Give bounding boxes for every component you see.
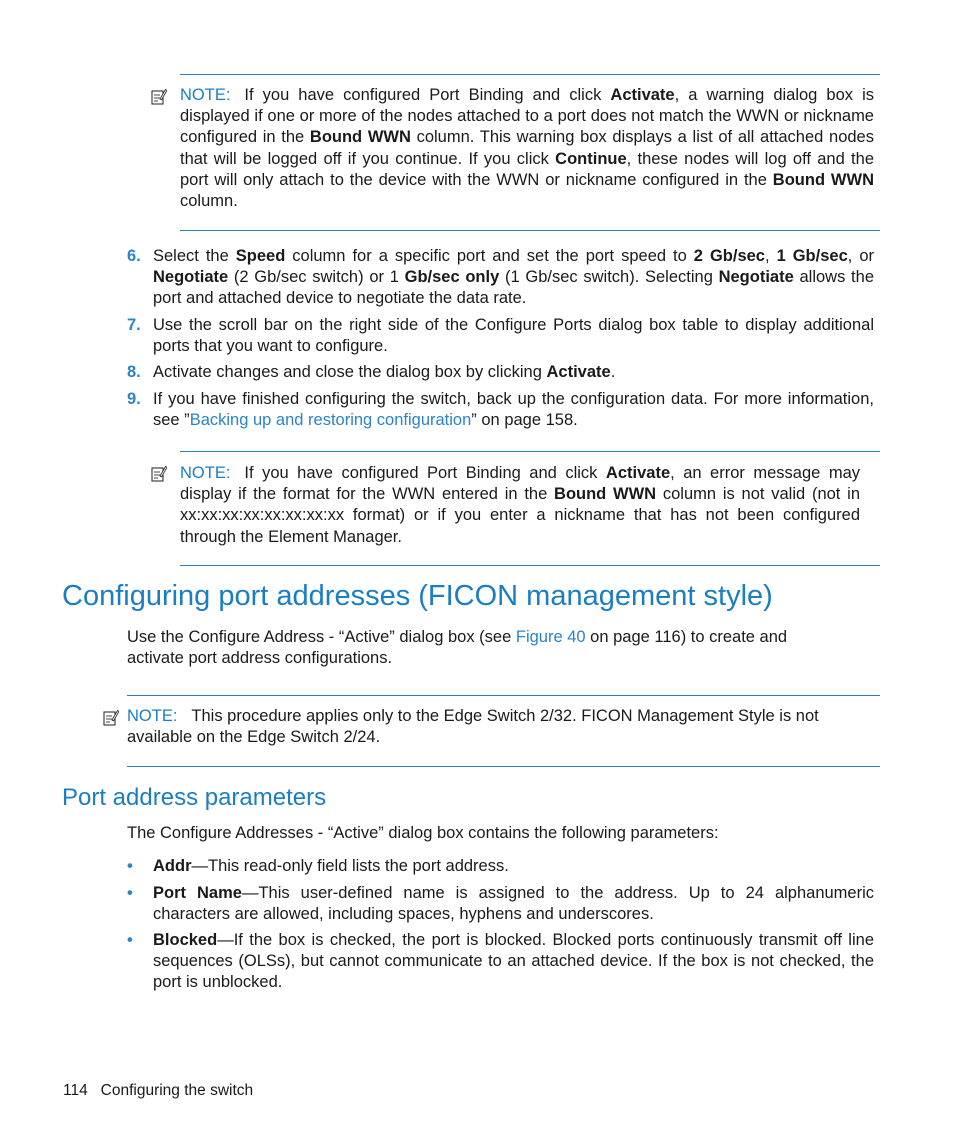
note-icon (151, 465, 167, 483)
ui-term: Negotiate (153, 268, 229, 287)
step-text (153, 362, 874, 383)
note-text-run: column is not valid (not in xx:xx:xx:xx:xx:xx:xx:xx format) or if you enter a nickname that has not been configured through the Element Manager. (180, 485, 860, 546)
step-text-run: (2 Gb/sec switch) or 1 (228, 268, 405, 287)
step-number: 7. (127, 316, 141, 334)
ui-term: Activate (546, 363, 611, 381)
subsection-heading: Port address parameters (62, 784, 327, 811)
step-text: Use the scroll bar on the right side of the Configure Ports dialog box table to display additional ports that you want to configure. (153, 316, 874, 356)
note-text-run: , these nodes will log off and the port will only attach to the device with the WWN or nickname configured in the (180, 149, 874, 189)
page-footer (63, 1082, 253, 1100)
note-icon (103, 709, 119, 727)
ui-term: Activate (605, 464, 671, 482)
ui-term: Gb/sec only (404, 268, 500, 287)
subsection-intro: The Configure Addresses - “Active” dialog box contains the following parameters: (127, 824, 719, 842)
step-number: 8. (127, 363, 141, 381)
parameter-term: Addr (153, 857, 192, 875)
ui-term: 1 Gb/sec (776, 247, 848, 265)
ui-term: Speed (235, 247, 286, 265)
step-text-run: , (764, 247, 777, 265)
step-text-run: , or (847, 247, 874, 265)
chapter-title: Configuring the switch (100, 1082, 254, 1099)
note-text-run: , a warning dialog box is displayed if one or more of the nodes attached to a port does not match the WWN or nickname configured in the (180, 86, 874, 147)
parameter-term: Port Name (153, 884, 242, 902)
step-number: 6. (127, 247, 141, 265)
step-text-run: Select the (153, 247, 236, 265)
step-text-run: ” on page 158. (471, 411, 578, 430)
ui-term: Continue (555, 149, 627, 168)
list-text-run: —This read-only field lists the port address. (191, 857, 509, 875)
step-text-run: (1 Gb/sec switch). Selecting (499, 268, 719, 287)
list-text-run: —This user-defined name is assigned to the address. Up to 24 alphanumeric characters are allowed, including spaces, hyphens and underscores. (153, 884, 875, 924)
cross-reference-link[interactable]: Backing up and restoring configuration (189, 411, 472, 430)
note-label: NOTE: (180, 464, 231, 482)
parameter-term: Blocked (153, 931, 218, 949)
step-text-run: allows the port and attached device to negotiate the data rate. (153, 268, 874, 308)
step-text-run: Activate changes and close the dialog box by clicking (153, 363, 547, 381)
ui-term: Bound WWN (554, 485, 657, 504)
note-text-run: This procedure applies only to the Edge Switch 2/32. FICON Management Style is not available on the Edge Switch 2/24. (127, 707, 819, 747)
note-label: NOTE: (127, 707, 178, 725)
note-icon (151, 88, 167, 106)
figure-link[interactable]: Figure 40 (515, 628, 586, 646)
step-text-run: . (610, 363, 616, 381)
note-label: NOTE: (180, 86, 231, 104)
note-text (180, 463, 860, 548)
paragraph-run: Use the Configure Address - “Active” dialog box (see (127, 628, 516, 646)
note-text (127, 706, 857, 748)
note-text-run: If you have configured Port Binding and click (244, 86, 611, 104)
ui-term: Bound WWN (309, 128, 411, 147)
bullet-marker: • (127, 931, 133, 949)
ui-term: Negotiate (718, 268, 794, 287)
page-number: 114 (63, 1082, 88, 1099)
note-text-run: column. This warning box displays a list of all attached nodes that will be logged off if you continue. If you click (180, 128, 874, 168)
bullet-marker: • (127, 884, 133, 902)
step-text (153, 389, 874, 431)
section-intro (127, 627, 827, 669)
note-text-run: , an error message may display if the format for the WWN entered in the (180, 464, 861, 504)
step-text (153, 246, 874, 310)
note-text-run: If you have configured Port Binding and click (244, 464, 606, 482)
ui-term: 2 Gb/sec (693, 247, 765, 265)
list-item-text (153, 930, 874, 994)
step-text-run: column for a specific port and set the port speed to (285, 247, 694, 265)
paragraph-run: on page 116) to create and activate port address configurations. (127, 628, 788, 668)
step-number: 9. (127, 390, 141, 408)
note-text-run: column. (180, 192, 238, 211)
bullet-marker: • (127, 857, 133, 875)
list-text-run: —If the box is checked, the port is blocked. Blocked ports continuously transmit off line sequences (OLSs), but cannot communicate to an attached device. If the box is not checked, the port is unblocked. (153, 931, 874, 992)
note-text (180, 85, 874, 212)
step-text-run: If you have finished configuring the switch, back up the configuration data. For more information, see ” (153, 390, 874, 430)
list-item-text (153, 883, 874, 925)
list-item-text (153, 856, 874, 877)
section-heading: Configuring port addresses (FICON management style) (62, 580, 773, 612)
ui-term: Activate (610, 86, 675, 104)
ui-term: Bound WWN (772, 170, 874, 189)
